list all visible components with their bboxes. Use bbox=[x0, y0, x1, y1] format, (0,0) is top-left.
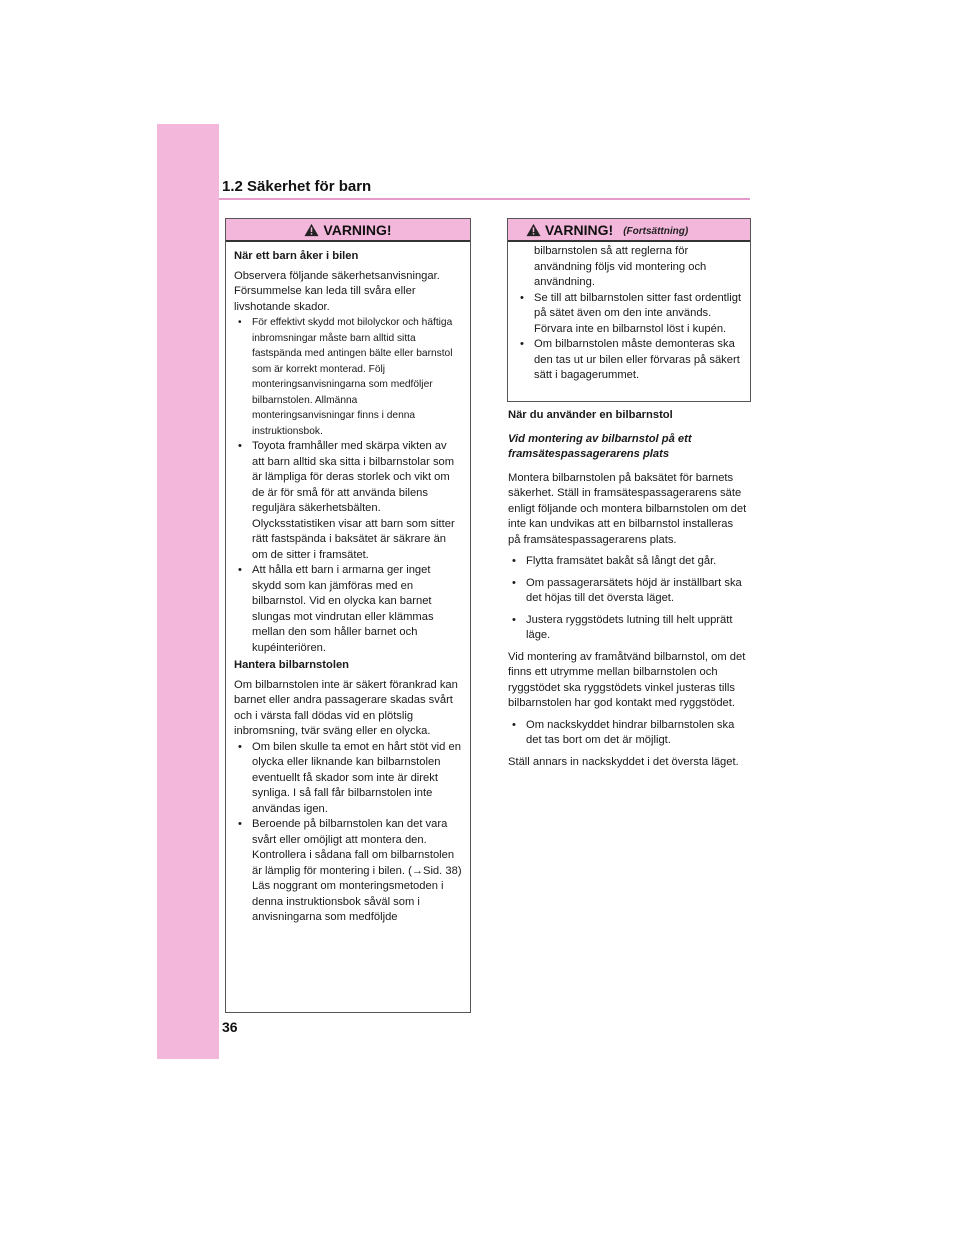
warning-list bbox=[234, 315, 462, 656]
list-item: • Flytta framsätet bakåt så långt det går. bbox=[508, 554, 748, 570]
main-list-2 bbox=[508, 718, 748, 749]
main-list bbox=[508, 554, 748, 644]
main-heading: När du använder en bilbarnstol bbox=[508, 409, 673, 421]
paragraph: Ställ annars in nackskyddet i det översta läget. bbox=[508, 755, 739, 768]
continued-label: (Fortsättning) bbox=[623, 225, 689, 237]
list-item: • Om nackskyddet hindrar bilbarnstolen ska det tas bort om det är möjligt. bbox=[508, 718, 748, 749]
list-item: • Om passagerarsätets höjd är inställbart ska det höjas till det översta läget. bbox=[508, 576, 748, 607]
list-item: • För effektivt skydd mot bilolyckor och häftiga inbromsningar måste barn alltid sitta fastspända med antingen bälte eller barnstol som är korrekt monterad. Följ monteringsanvisningarna som medföljer bilbarnstolen. Allmänna monteringsanvisningar finns i denna instruktionsbok. bbox=[234, 315, 462, 439]
main-text-column bbox=[508, 408, 748, 776]
warning-heading: När ett barn åker i bilen bbox=[234, 250, 359, 262]
list-item: • Om bilbarnstolen måste demonteras ska den tas ut ur bilen eller förvaras på säkert sätt i bagagerummet. bbox=[516, 337, 742, 384]
warning-heading-2: Hantera bilbarnstolen bbox=[234, 659, 350, 671]
warning-intro: Observera följande säkerhetsanvisningar. Försummelse kan leda till svåra eller livshotande skador. bbox=[234, 269, 440, 313]
warning-header-continued bbox=[508, 219, 750, 242]
main-subheading: Vid montering av bilbarnstol på ett framsätespassagerarens plats bbox=[508, 432, 692, 460]
warning-intro-2: Om bilbarnstolen inte är säkert förankrad kan barnet eller andra passagerare skadas svårt och i värsta fall dödas vid en plötslig inbromsning, tvär sväng eller en olycka. bbox=[234, 678, 458, 737]
list-item: • Om bilen skulle ta emot en hårt stöt vid en olycka eller liknande kan bilbarnstolen eventuellt få skador som inte är direkt synliga. I så fall får bilbarnstolen inte användas igen. bbox=[234, 740, 462, 818]
list-item: • Att hålla ett barn i armarna ger inget skydd som kan jämföras med en bilbarnstol. Vid en olycka kan barnet slungas mot vindrutan eller klämmas mellan den som håller barnet och kupéinteriören. bbox=[234, 563, 462, 656]
warning-list bbox=[516, 291, 742, 384]
warning-triangle-icon bbox=[304, 223, 319, 237]
warning-list-2 bbox=[234, 740, 462, 926]
warning-box-left bbox=[225, 218, 471, 1013]
list-item: • Justera ryggstödets lutning till helt upprätt läge. bbox=[508, 613, 748, 644]
section-title: 1.2 Säkerhet för barn bbox=[222, 178, 372, 195]
warning-box-right bbox=[507, 218, 751, 402]
list-item: • Se till att bilbarnstolen sitter fast ordentligt på sätet även om den inte används. Förvara inte en bilbarnstol löst i kupén. bbox=[516, 291, 742, 338]
warning-title: VARNING! bbox=[545, 221, 614, 238]
continued-text: bilbarnstolen så att reglerna för användning följs vid montering och användning. bbox=[534, 245, 707, 288]
warning-triangle-icon bbox=[526, 223, 541, 237]
warning-title: VARNING! bbox=[323, 221, 392, 238]
warning-header bbox=[226, 219, 470, 242]
list-item: • Beroende på bilbarnstolen kan det vara svårt eller omöjligt att montera den. Kontrollera i sådana fall om bilbarnstolen är lämplig för montering i bilen. (→Sid. 38) Läs noggrant om monteringsmetoden i denna instruktionsbok såväl som i anvisningarna som medföljde bbox=[234, 817, 462, 926]
paragraph: Vid montering av framåtvänd bilbarnstol, om det finns ett utrymme mellan bilbarnstolen och ryggstödet ska ryggstödets vinkel justeras tills bilbarnstolen har god kontakt med ryggstödet. bbox=[508, 650, 746, 709]
list-item: • Toyota framhåller med skärpa vikten av att barn alltid ska sitta i bilbarnstolar som är lämpliga för deras storlek och vikt om de är för små för att använda bilens reguljära säkerhetsbälten. Olycksstatistiken visar att barn som sitter rätt fastspända i baksätet är säkrare än om de sitter i framsätet. bbox=[234, 439, 462, 563]
page-number: 36 bbox=[222, 1019, 238, 1035]
section-rule bbox=[219, 198, 750, 200]
paragraph: Montera bilbarnstolen på baksätet för barnets säkerhet. Ställ in framsätespassagerarens säte enligt följande och montera bilbarnstolen om det inte kan undvikas att en bilbarnstol installeras på framsätespassagerarens plats. bbox=[508, 471, 747, 546]
side-color-band bbox=[157, 124, 219, 1059]
